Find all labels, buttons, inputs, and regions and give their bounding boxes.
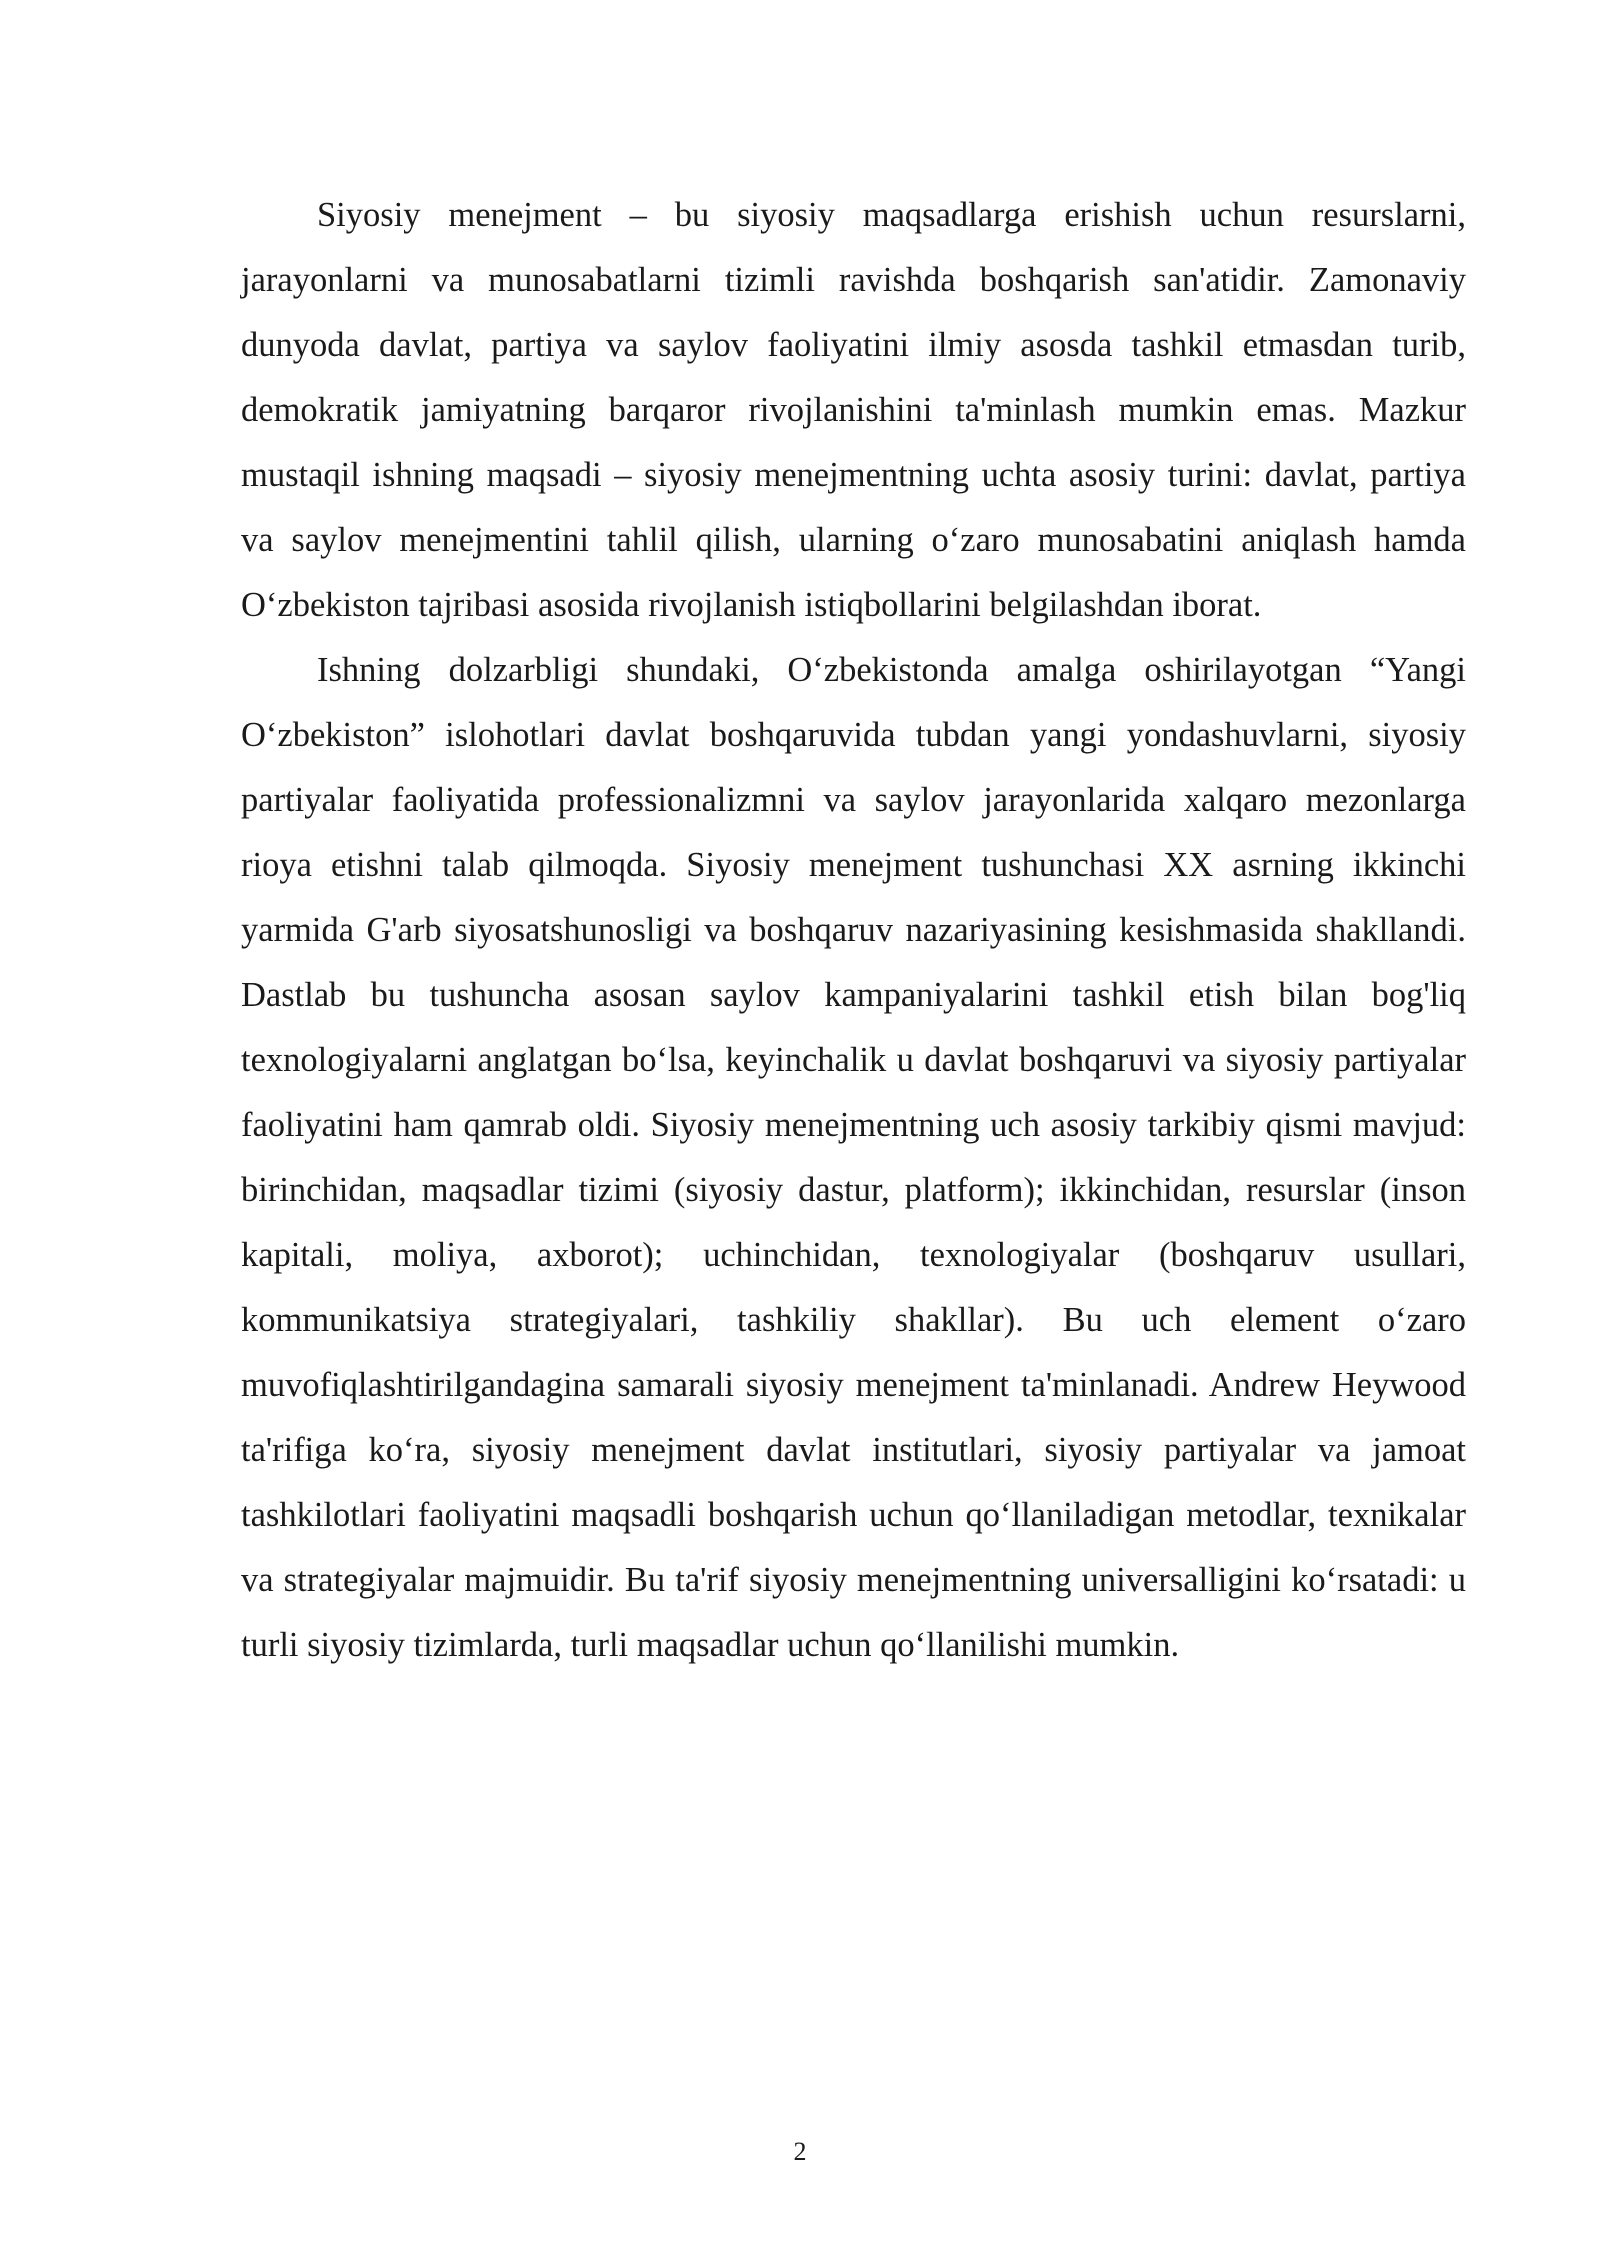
paragraph-relevance: Ishning dolzarbligi shundaki, O‘zbekistonda amalga oshirilayotgan “Yangi O‘zbekiston” islohotlari davlat boshqaruvida tubdan yangi yondashuvlarni, siyosiy partiyalar faoliyatida professionalizmni va saylov jarayonlarida xalqaro mezonlarga rioya etishni talab qilmoqda. Siyosiy menejment tushunchasi XX asrning ikkinchi yarmida G'arb siyosatshunosligi va boshqaruv nazariyasining kesishmasida shakllandi. Dastlab bu tushuncha asosan saylov kampaniyalarini tashkil etish bilan bog'liq texnologiyalarni anglatgan bo‘lsa, keyinchalik u davlat boshqaruvi va siyosiy partiyalar faoliyatini ham qamrab oldi. Siyosiy menejmentning uch asosiy tarkibiy qismi mavjud: birinchidan, maqsadlar tizimi (siyosiy dastur, platform); ikkinchidan, resurslar (inson kapitali, moliya, axborot); uchinchidan, texnologiyalar (boshqaruv usullari, kommunikatsiya strategiyalari, tashkiliy shakllar). Bu uch element o‘zaro muvofiqlashtirilgandagina samarali siyosiy menejment ta'minlanadi. Andrew Heywood ta'rifiga ko‘ra, siyosiy menejment davlat institutlari, siyosiy partiyalar va jamoat tashkilotlari faoliyatini maqsadli boshqarish uchun qo‘llaniladigan metodlar, texnikalar va strategiyalar majmuidir. Bu ta'rif siyosiy menejmentning universalligini ko‘rsatadi: u turli siyosiy tizimlarda, turli maqsadlar uchun qo‘llanilishi mumkin.: [241, 651, 1466, 1664]
page-number: 2: [793, 2137, 807, 2166]
document-body: [241, 183, 1466, 1678]
paragraph-intro: Siyosiy menejment – bu siyosiy maqsadlarga erishish uchun resurslarni, jarayonlarni va munosabatlarni tizimli ravishda boshqarish san'atidir. Zamonaviy dunyoda davlat, partiya va saylov faoliyatini ilmiy asosda tashkil etmasdan turib, demokratik jamiyatning barqaror rivojlanishini ta'minlash mumkin emas. Mazkur mustaqil ishning maqsadi – siyosiy menejmentning uchta asosiy turini: davlat, partiya va saylov menejmentini tahlil qilish, ularning o‘zaro munosabatini aniqlash hamda O‘zbekiston tajribasi asosida rivojlanish istiqbollarini belgilashdan iborat.: [241, 196, 1466, 624]
